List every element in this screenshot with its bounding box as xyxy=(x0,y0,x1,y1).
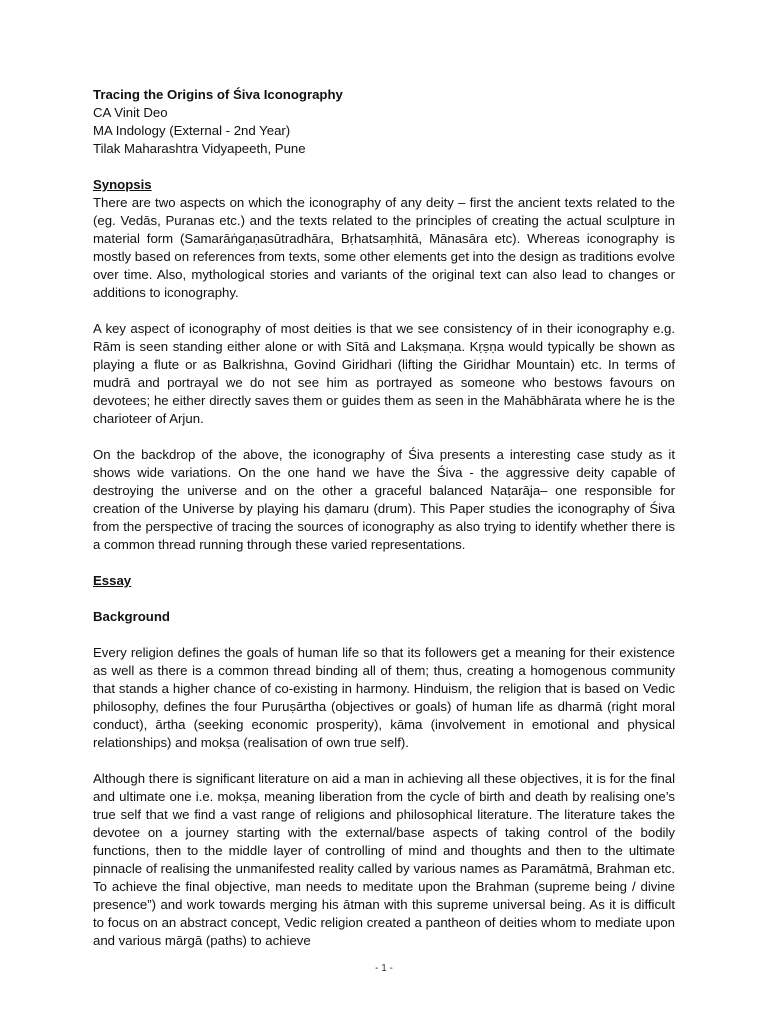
essay-paragraph-1: Every religion defines the goals of human life so that its followers get a meaning for their existence as well as there is a common thread binding all of them; thus, creating a homogenous community that stands a higher chance of co-existing in harmony. Hinduism, the religion that is based on Vedic philosophy, defines the four Puruṣārtha (objectives or goals) of human life as dharmā (right moral conduct), ārtha (seeking economic prosperity), kāma (involvement in emotional and physical relationships) and mokṣa (realisation of own true self). xyxy=(93,645,675,750)
institution-name: Tilak Maharashtra Vidyapeeth, Pune xyxy=(93,141,306,156)
synopsis-paragraph-3: On the backdrop of the above, the iconography of Śiva presents a interesting case study as it shows wide variations. On the one hand we have the Śiva - the aggressive deity capable of destroying the universe and on the other a graceful balanced Naṭarāja– one responsible for creation of the Universe by playing his ḍamaru (drum). This Paper studies the iconography of Śiva from the perspective of tracing the sources of iconography as also trying to identify whether there is a common thread running through these varied representations. xyxy=(93,447,675,552)
synopsis-paragraph-1: There are two aspects on which the iconography of any deity – first the ancient texts related to the (eg. Vedās, Puranas etc.) and the texts related to the principles of creating the actual sculpture in material form (Samarāṅgaṇasūtradhāra, Bṛhatsaṃhitā, Mānasāra etc). Whereas iconography is mostly based on references from texts, some other elements get into the design as traditions evolve over time. Also, mythological stories and variants of the original text can also lead to changes or additions to iconography. xyxy=(93,195,676,300)
author-name: CA Vinit Deo xyxy=(93,105,168,120)
document-page xyxy=(93,86,675,950)
page-number: - 1 - xyxy=(375,963,393,974)
spacer xyxy=(93,626,675,644)
essay-paragraph-2: Although there is significant literature on aid a man in achieving all these objectives, it is for the final and ultimate one i.e. mokṣa, meaning liberation from the cycle of birth and death by realising one’s true self that we find a vast range of religions and philosophical literature. The literature takes the devotee on a journey starting with the external/base aspects of taking control of the bodily functions, then to the middle layer of controlling of mind and thoughts and then to the ultimate pinnacle of realising the unmanifested reality called by various names as Paramātmā, Brahman etc. To achieve the final objective, man needs to meditate upon the Brahman (supreme being / divine presence”) and work towards merging his ātman with this supreme universal being. As it is difficult to focus on an abstract concept, Vedic religion created a pantheon of deities whom to mediate upon and various mārgā (paths) to achieve xyxy=(93,771,675,948)
essay-heading: Essay xyxy=(93,573,132,588)
spacer xyxy=(93,752,675,770)
course-name: MA Indology (External - 2nd Year) xyxy=(93,123,291,138)
spacer xyxy=(93,158,675,176)
background-heading: Background xyxy=(93,609,170,624)
spacer xyxy=(93,590,675,608)
document-title: Tracing the Origins of Śiva Iconography xyxy=(93,87,343,102)
spacer xyxy=(93,302,675,320)
spacer xyxy=(93,428,675,446)
synopsis-paragraph-2: A key aspect of iconography of most deities is that we see consistency of in their iconography e.g. Rām is seen standing either alone or with Sītā and Lakṣmaṇa. Kṛṣṇa would typically be shown as playing a flute or as Balkrishna, Govind Giridhari (lifting the Giridhar Mountain) etc. In terms of mudrā and portrayal we do not see him as portrayed as someone who bestows favours on devotees; he either directly saves them or guides them as seen in the Mahābhārata where he is the charioteer of Arjun. xyxy=(93,321,675,426)
spacer xyxy=(93,554,675,572)
synopsis-heading: Synopsis xyxy=(93,177,152,192)
